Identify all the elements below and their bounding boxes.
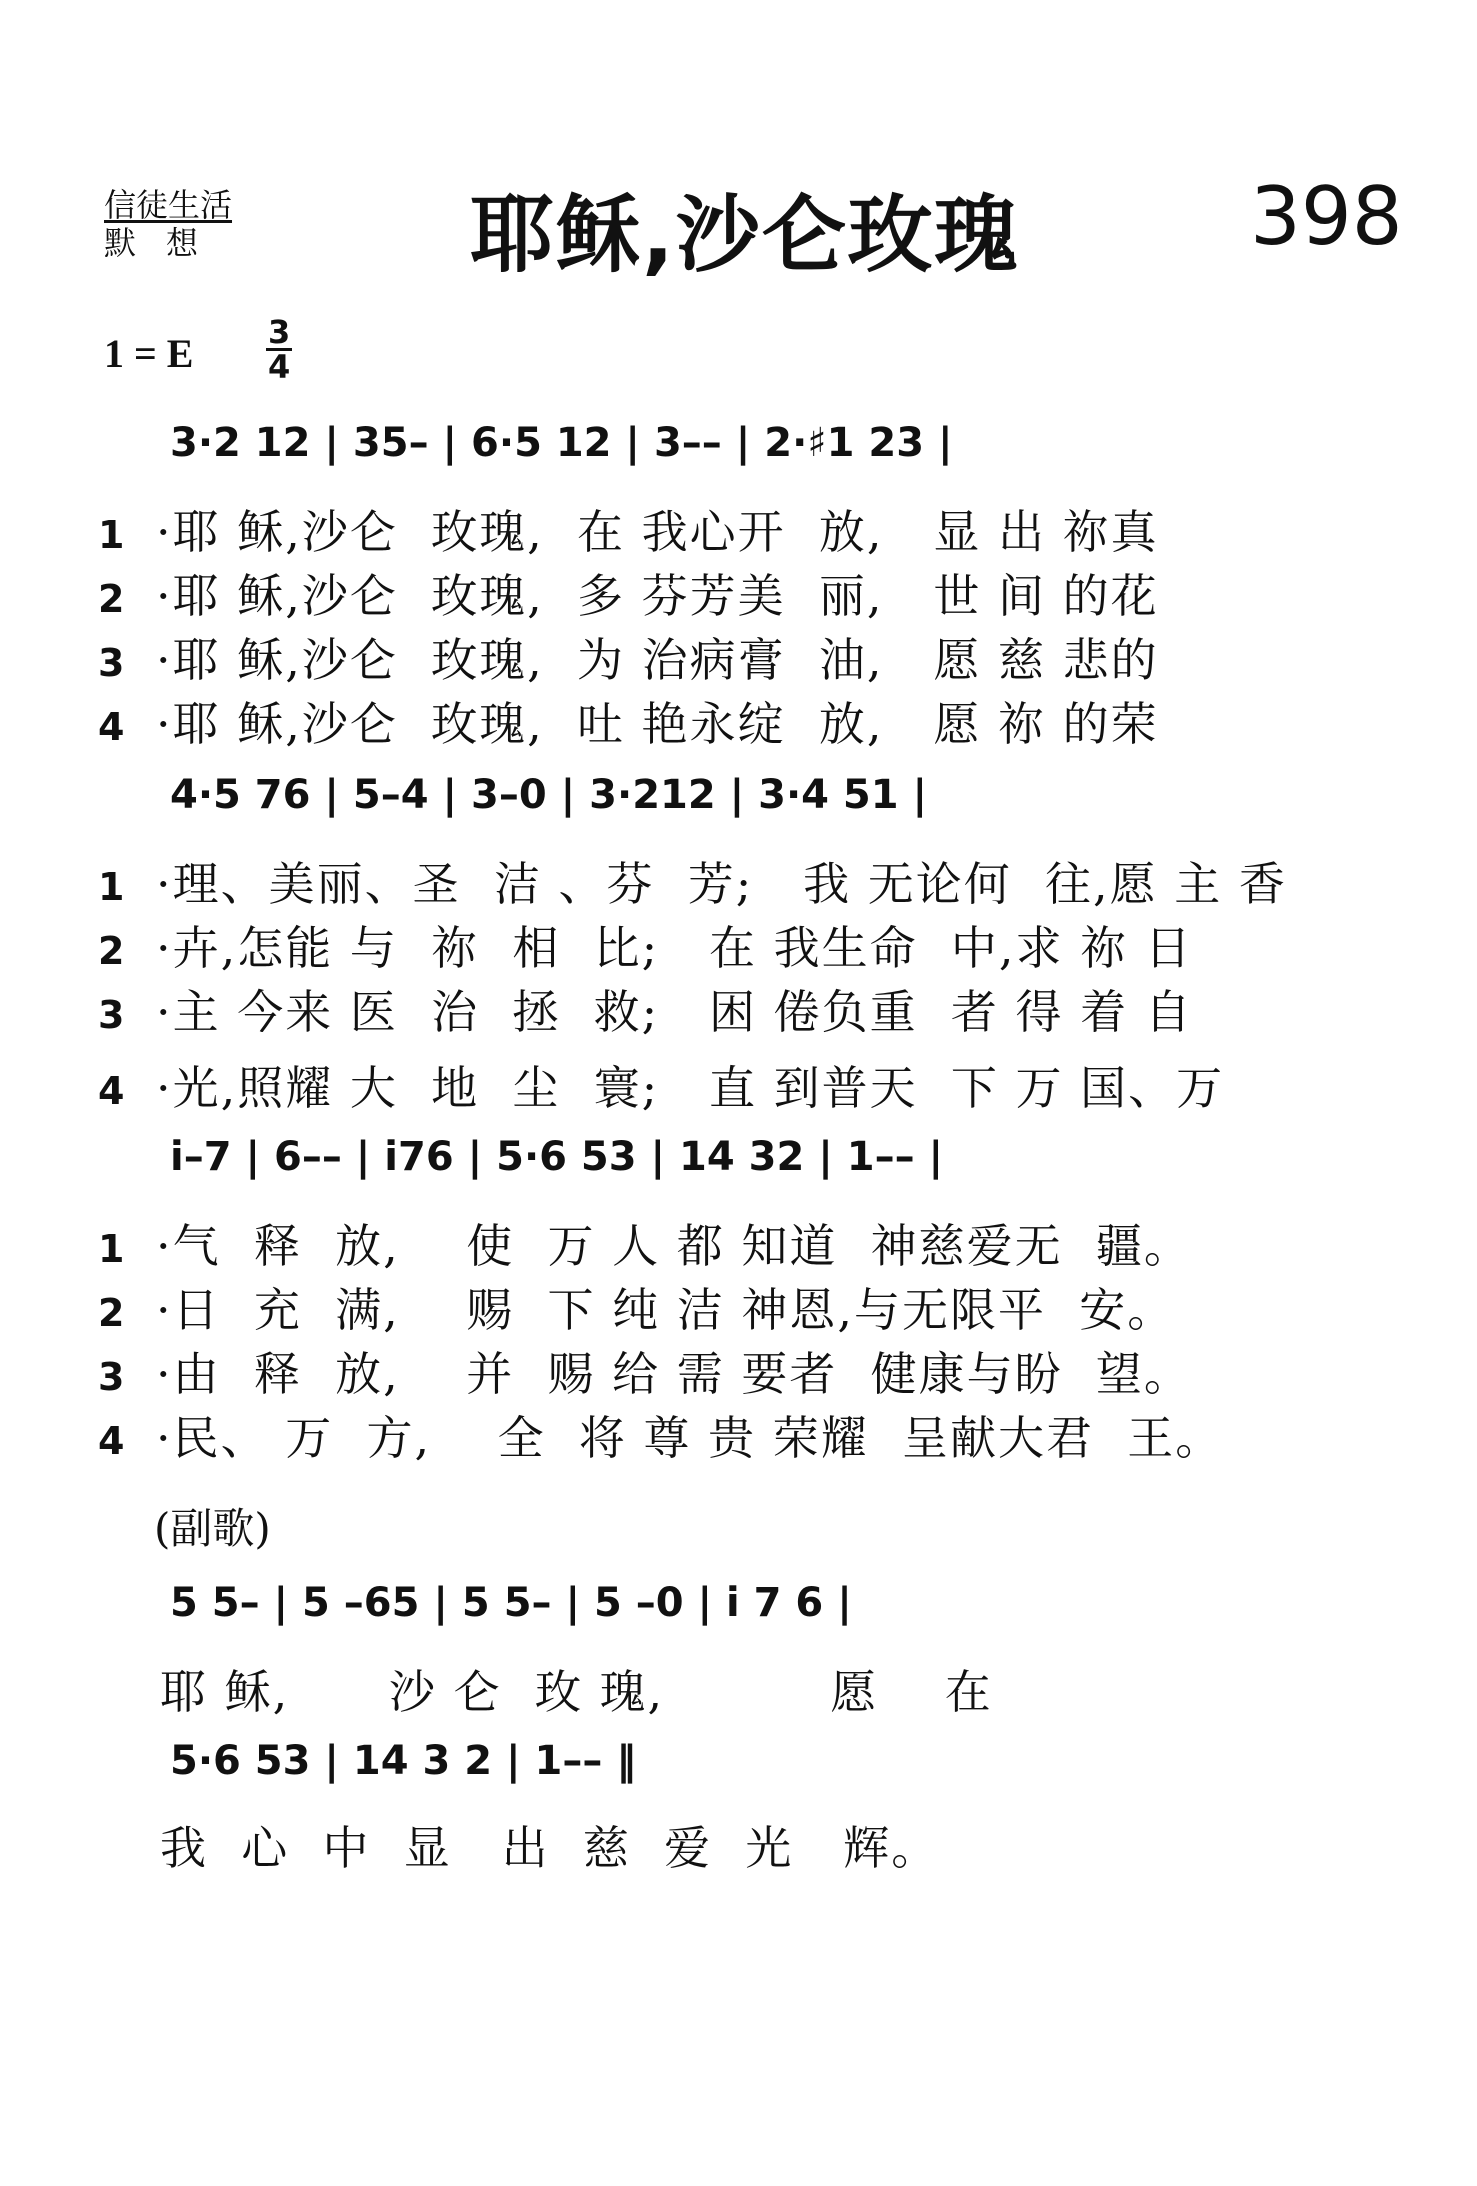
- lyric-text: ·主 今来 医 治 拯 救; 困 倦负重 者 得 着 自: [156, 985, 1193, 1039]
- chorus-lyric-line-1: 耶 稣, 沙 仑 玫 瑰, 愿 在: [160, 1665, 993, 1719]
- lyric-text: ·理、美丽、圣 洁 、芬 芳; 我 无论何 往,愿 主 香: [156, 857, 1287, 911]
- chorus-label: (副歌): [154, 1504, 271, 1553]
- lyric-text: ·耶 稣,沙仑 玫瑰, 多 芬芳美 丽, 世 间 的花: [156, 569, 1159, 623]
- verse-number: 2: [98, 1291, 127, 1335]
- lyric-line-3-4: [98, 1402, 1223, 1468]
- verse-number: 1: [98, 1227, 127, 1271]
- time-signature-bottom: 4: [268, 348, 291, 386]
- lyric-text: ·耶 稣,沙仑 玫瑰, 为 治病膏 油, 愿 慈 悲的: [156, 633, 1159, 687]
- lyric-text: ·卉,怎能 与 祢 相 比; 在 我生命 中,求 祢 日: [156, 921, 1193, 975]
- time-signature-top: 3: [268, 313, 291, 351]
- hymn-category: [104, 186, 232, 262]
- lyric-line-1-1: [98, 496, 1159, 562]
- verse-number: 3: [98, 641, 127, 685]
- time-signature: [266, 313, 292, 386]
- lyric-text: ·由 释 放, 并 赐 给 需 要者 健康与盼 望。: [156, 1347, 1192, 1401]
- lyric-line-2-2: [98, 912, 1193, 978]
- lyric-text: ·民、 万 方, 全 将 尊 贵 荣耀 呈献大君 王。: [156, 1411, 1224, 1465]
- lyric-line-2-4: [98, 1052, 1224, 1118]
- lyric-text: ·日 充 满, 赐 下 纯 洁 神恩,与无限平 安。: [156, 1283, 1176, 1337]
- lyric-line-3-1: [98, 1210, 1192, 1276]
- notation-row-3: i̇–7 | 6–– | i̇76 | 5·6 53 | 14 32 | 1–– |: [170, 1134, 944, 1180]
- lyric-line-1-2: [98, 560, 1159, 626]
- lyric-line-2-3: [98, 976, 1193, 1042]
- key-signature: 1 = E: [104, 331, 194, 376]
- lyric-text: ·耶 稣,沙仑 玫瑰, 吐 艳永绽 放, 愿 祢 的荣: [156, 697, 1159, 751]
- verse-number: 2: [98, 577, 127, 621]
- verse-number: 3: [98, 1355, 127, 1399]
- lyric-text: ·光,照耀 大 地 尘 寰; 直 到普天 下 万 国、万: [156, 1061, 1225, 1115]
- verse-number: 1: [98, 513, 127, 557]
- lyric-line-3-2: [98, 1274, 1175, 1340]
- verse-number: 4: [98, 705, 127, 749]
- verse-number: 3: [98, 993, 127, 1037]
- chorus-notation-row-1: 5 5– | 5 –65 | 5 5– | 5 –0 | i̇ 7 6 |: [170, 1580, 852, 1626]
- hymn-title: 耶稣,沙仑玫瑰: [470, 186, 1020, 284]
- category-primary: 信徒生活: [104, 186, 233, 224]
- hymn-number: 398: [1250, 170, 1403, 263]
- lyric-line-1-3: [98, 624, 1159, 690]
- verse-number: 1: [98, 865, 127, 909]
- chorus-notation-row-2: 5·6 53 | 14 3 2 | 1–– ‖: [170, 1738, 637, 1784]
- verse-number: 2: [98, 929, 127, 973]
- lyric-text: ·耶 稣,沙仑 玫瑰, 在 我心开 放, 显 出 祢真: [156, 505, 1159, 559]
- verse-number: 4: [98, 1069, 127, 1113]
- notation-row-1: 3·2 12 | 35– | 6·5 12 | 3–– | 2·♯1 23 |: [170, 420, 953, 466]
- lyric-line-1-4: [98, 688, 1159, 754]
- chorus-lyric-line-2: 我 心 中 显 出 慈 爱 光 辉。: [160, 1821, 940, 1875]
- verse-number: 4: [98, 1419, 127, 1463]
- notation-row-2: 4·5 76 | 5–4 | 3–0 | 3·212 | 3·4 51 |: [170, 772, 928, 818]
- lyric-line-3-3: [98, 1338, 1192, 1404]
- lyric-line-2-1: [98, 848, 1287, 914]
- lyric-text: ·气 释 放, 使 万 人 都 知道 神慈爱无 疆。: [156, 1219, 1192, 1273]
- category-secondary: 默想: [104, 224, 229, 262]
